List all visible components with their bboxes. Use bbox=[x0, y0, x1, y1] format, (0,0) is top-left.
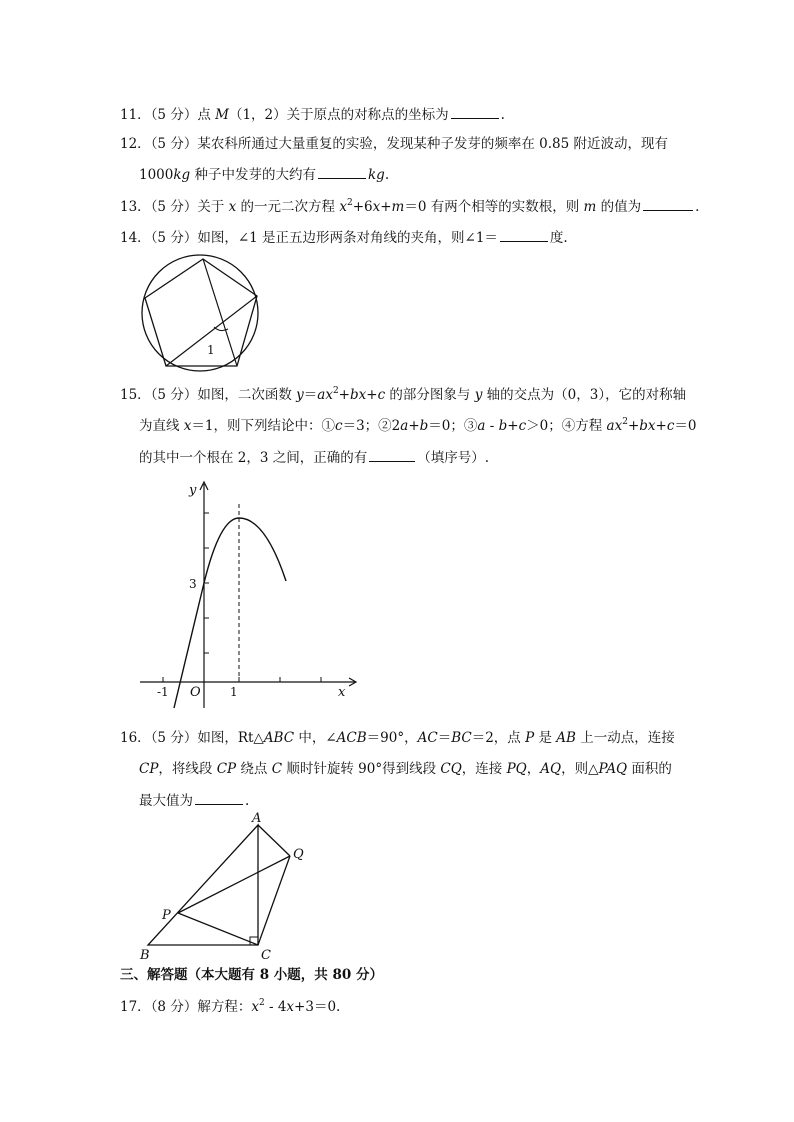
question-16: 16．（5 分）如图，Rt△ABC 中，∠ACB＝90°，AC＝BC＝2，点 P 是 AB 上一动点，连接 bbox=[120, 730, 675, 746]
section-heading: 三、解答题（本大题有 8 小题，共 80 分） bbox=[120, 967, 383, 983]
question-16-line3: 最大值为 . bbox=[139, 790, 249, 811]
origin-label: O bbox=[190, 685, 201, 700]
tick-label-3: 3 bbox=[189, 577, 197, 591]
triangle-figure bbox=[140, 811, 310, 963]
triangle-abc bbox=[148, 825, 258, 945]
label-q: Q bbox=[293, 847, 304, 862]
y-ticks bbox=[204, 513, 209, 653]
question-12: 12．（5 分）某农科所通过大量重复的实验，发现某种子发芽的频率在 0.85 附近波动，现有 bbox=[120, 136, 668, 152]
answer-blank[interactable] bbox=[369, 447, 415, 462]
answer-blank[interactable] bbox=[643, 196, 693, 211]
segment-pc bbox=[178, 913, 258, 945]
parabola-curve bbox=[174, 518, 286, 708]
question-17: 17．（8 分）解方程：$x^2 - 4x+3=0$. bbox=[120, 998, 341, 1015]
label-c: C bbox=[261, 948, 271, 963]
pentagon-figure bbox=[138, 255, 266, 373]
tick-label-neg1: -1 bbox=[157, 685, 169, 699]
question-15-line3: 的其中一个根在 2，3 之间，正确的有 （填序号）. bbox=[139, 447, 489, 468]
question-16-line2: CP，将线段 CP 绕点 C 顺时针旋转 90°得到线段 CQ，连接 PQ，AQ，则△PAQ 面积的 bbox=[139, 761, 672, 777]
question-15-line2: 为直线 x＝1，则下列结论中：①c＝3；②2a+b＝0；③a - b+c＞0；④方程 $ax^2+bx+c=0$ bbox=[139, 417, 697, 434]
x-axis-label: x bbox=[338, 685, 346, 700]
question-14: 14．（5 分）如图，∠1 是正五边形两条对角线的夹角，则∠1＝ 度. bbox=[120, 227, 568, 248]
x-ticks bbox=[163, 677, 321, 682]
question-13: 13．（5 分）关于 x 的一元二次方程 $x^2+6x+m=0$ 有两个相等的实数根，则 m 的值为 . bbox=[120, 198, 700, 215]
segment-aq bbox=[258, 825, 290, 856]
question-15: 15．（5 分）如图，二次函数 $y=ax^2+bx+c$ 的部分图象与 y 轴的交点为（0，3），它的对称轴 bbox=[120, 386, 687, 403]
question-11: 11．（5 分）点 M（1，2）关于原点的对称点的坐标为 . bbox=[120, 104, 505, 125]
tick-label-1: 1 bbox=[230, 685, 238, 699]
answer-blank[interactable] bbox=[195, 790, 243, 805]
label-a: A bbox=[252, 811, 262, 826]
answer-blank[interactable] bbox=[451, 104, 499, 119]
label-p: P bbox=[162, 908, 171, 923]
answer-blank[interactable] bbox=[500, 227, 548, 242]
angle-label: 1 bbox=[207, 343, 215, 357]
pentagon bbox=[145, 259, 257, 366]
label-b: B bbox=[140, 948, 150, 963]
answer-blank[interactable] bbox=[318, 164, 366, 179]
parabola-graph bbox=[140, 478, 360, 713]
question-12-line2: 1000kg 种子中发芽的大约有 kg. bbox=[139, 164, 389, 185]
y-axis-label: y bbox=[189, 483, 197, 498]
